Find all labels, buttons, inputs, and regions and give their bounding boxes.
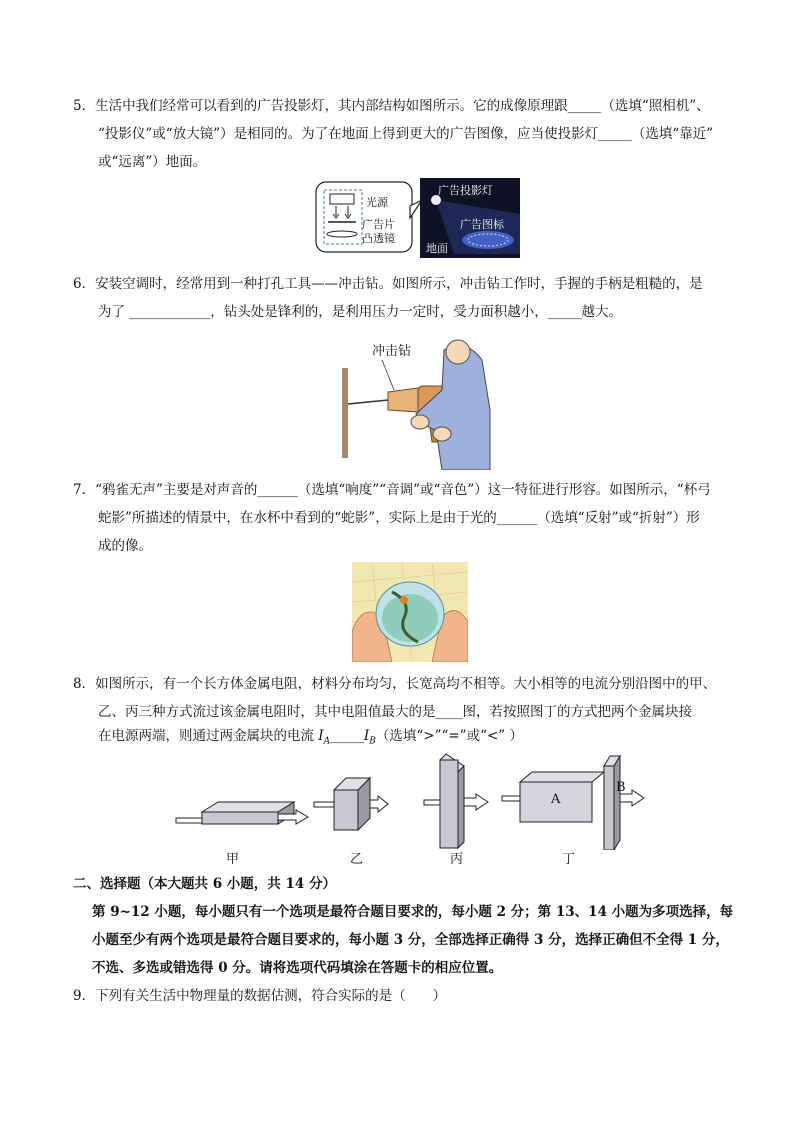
resistor-diagram-svg <box>174 752 654 850</box>
figure-yi <box>314 778 388 830</box>
q8-line-3-a: 在电源两端，则通过两金属块的电流 <box>98 728 319 744</box>
projector-label: 广告投影灯 <box>438 184 493 197</box>
q7-line-3: 成的像。 <box>98 538 152 554</box>
q7-line-1: 7．“鸦雀无声”主要是对声音的______（选填“响度”“音调”或“音色”）这一特征进行形容。如图所示，“杯弓 <box>73 482 711 498</box>
current-a-subscript: A <box>323 736 331 747</box>
figure-bing <box>424 754 488 848</box>
q6-line-1: 6．安装空调时，经常用到一种打孔工具——冲击钻。如图所示，冲击钻工作时，手握的手柄是粗糙的，是 <box>73 276 703 292</box>
label-ding: 丁 <box>562 852 576 867</box>
drill-illustration-svg <box>332 330 492 470</box>
ground-label: 地面 <box>426 242 448 255</box>
cup-snake-illustration-svg <box>352 562 468 662</box>
q5-line-3: 或“远离”）地面。 <box>98 154 207 170</box>
q7-line-2: 蛇影”所描述的情景中，在水杯中看到的“蛇影”，实际上是由于光的______（选填“反射”或“折射”）形 <box>98 510 700 526</box>
q8-resistor-figure <box>174 752 654 872</box>
current-b-subscript: B <box>369 736 376 747</box>
ad-logo-label: 广告图标 <box>460 218 504 231</box>
section-2-desc-3: 不选、多选或错选得 0 分。请将选项代码填涂在答题卡的相应位置。 <box>92 960 503 976</box>
label-yi: 乙 <box>350 852 364 867</box>
convex-lens-label: 凸透镜 <box>362 232 395 245</box>
figure-ding <box>502 756 644 850</box>
section-2-desc-2: 小题至少有两个选项是最符合题目要求的，每小题 3 分，全部选择正确得 3 分，选择正确但不全得 1 分， <box>92 932 729 948</box>
section-2-desc-1: 第 9~12 小题，每小题只有一个选项是最符合题目要求的，每小题 2 分；第 13、14 小题为多项选择，每 <box>92 904 734 920</box>
light-source-label: 光源 <box>366 196 388 209</box>
label-bing: 丙 <box>450 852 464 867</box>
q5-line-1: 5．生活中我们经常可以看到的广告投影灯，其内部结构如图所示。它的成像原理跟_____（选填“照相机”、 <box>73 98 710 114</box>
q8-line-2: 乙、丙三种方式流过该金属电阻时，其中电阻值最大的是____图，若按照图丁的方式把两个金属块接 <box>98 704 692 720</box>
q8-line-3-c: （选填“>”“=”或“<” ） <box>375 728 523 744</box>
q6-line-2: 为了 ____________，钻头处是锋利的，是利用压力一定时，受力面积越小，_____越大。 <box>98 304 623 320</box>
drill-label: 冲击钻 <box>372 344 412 359</box>
label-jia: 甲 <box>226 852 240 867</box>
q8-blank: _____ <box>330 728 364 744</box>
q7-cup-figure <box>352 562 468 662</box>
block-b-label: B <box>616 780 626 795</box>
q9-line-1: 9．下列有关生活中物理量的数据估测，符合实际的是（ ） <box>73 988 447 1004</box>
figure-jia <box>176 802 308 824</box>
section-2-title: 二、选择题（本大题共 6 小题，共 14 分） <box>73 876 336 892</box>
q8-line-3 <box>98 726 523 752</box>
ad-film-label: 广告片 <box>362 218 395 231</box>
current-b-symbol: I <box>363 728 370 744</box>
block-a-label: A <box>551 792 561 807</box>
q5-projector-figure <box>314 178 522 258</box>
q5-line-2: “投影仪”或“放大镜”）是相同的。为了在地面上得到更大的广告图像，应当使投影灯_____（选填“靠近” <box>98 126 714 142</box>
q6-drill-figure <box>332 330 492 470</box>
q8-line-1: 8．如图所示，有一个长方体金属电阻，材料分布均匀，长宽高均不相等。大小相等的电流分别沿图中的甲、 <box>73 676 717 692</box>
current-a-symbol: I <box>318 728 324 744</box>
